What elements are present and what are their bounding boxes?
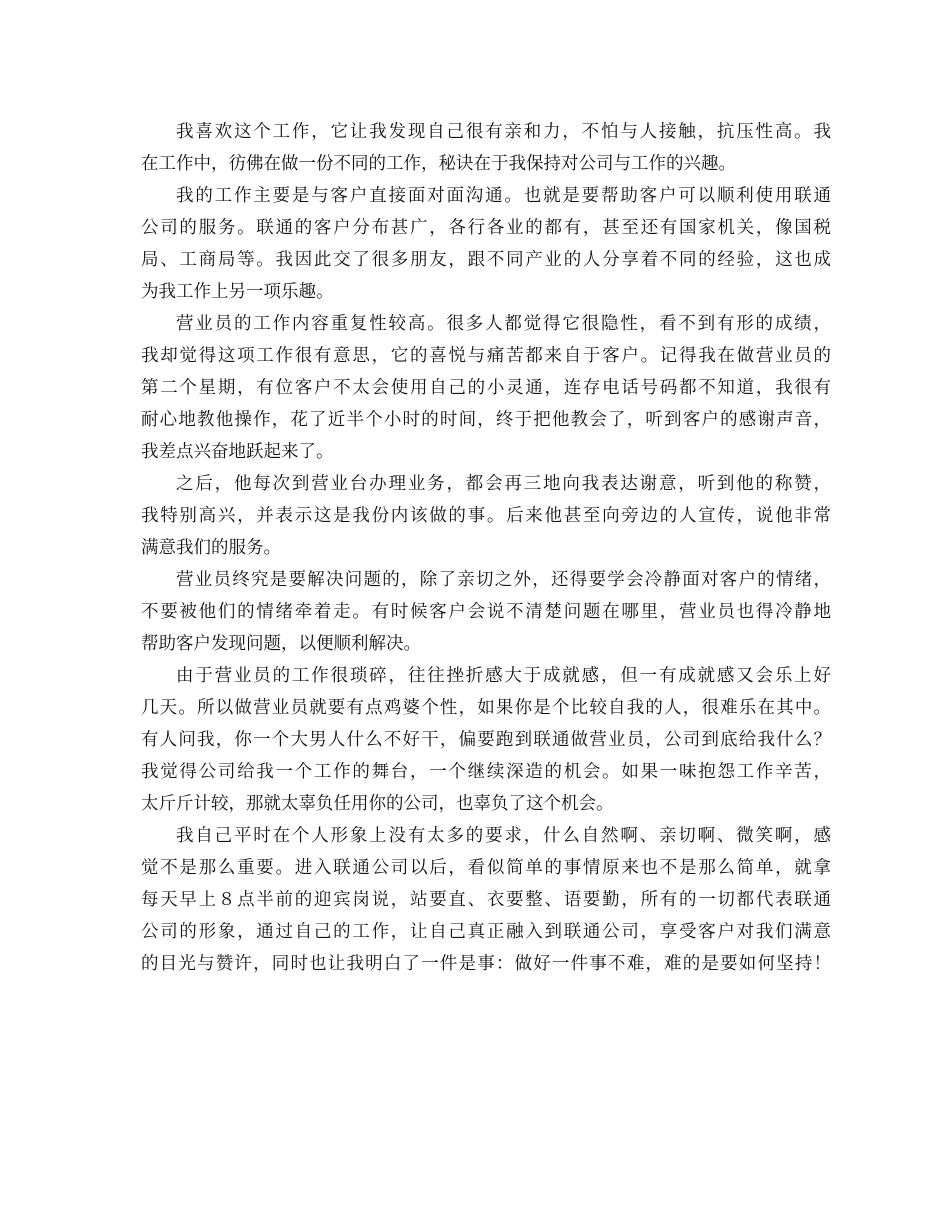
paragraph-3-line-4: 耐心地教他操作，花了近半个小时的时间，终于把他教会了，听到客户的感谢声音，: [141, 410, 831, 430]
paragraph-1-line-1: 我喜欢这个工作，它让我发现自己很有亲和力，不怕与人接触，抗压性高。我: [176, 122, 831, 142]
paragraph-6-line-1: 由于营业员的工作很琐碎，往往挫折感大于成就感，但一有成就感又会乐上好: [176, 666, 831, 686]
paragraph-6-line-5: 太斤斤计较，那就太辜负任用你的公司，也辜负了这个机会。: [141, 794, 614, 814]
paragraph-6-line-4: 我觉得公司给我一个工作的舞台，一个继续深造的机会。如果一味抱怨工作辛苦，: [141, 762, 831, 782]
paragraph-6-line-2: 几天。所以做营业员就要有点鸡婆个性，如果你是个比较自我的人，很难乐在其中。: [141, 698, 831, 718]
paragraph-3-line-2: 我却觉得这项工作很有意思，它的喜悦与痛苦都来自于客户。记得我在做营业员的: [141, 346, 831, 366]
paragraph-2-line-1: 我的工作主要是与客户直接面对面沟通。也就是要帮助客户可以顺利使用联通: [176, 186, 831, 206]
paragraph-5-line-2: 不要被他们的情绪牵着走。有时候客户会说不清楚问题在哪里，营业员也得冷静地: [141, 602, 831, 622]
paragraph-3-line-3: 第二个星期，有位客户不太会使用自己的小灵通，连存电话号码都不知道，我很有: [141, 378, 831, 398]
paragraph-5-line-3: 帮助客户发现问题，以便顺利解决。: [141, 634, 421, 654]
paragraph-4-line-3: 满意我们的服务。: [141, 538, 281, 558]
paragraph-7-line-1: 我自己平时在个人形象上没有太多的要求，什么自然啊、亲切啊、微笑啊，感: [176, 826, 831, 846]
paragraph-7-line-2: 觉不是那么重要。进入联通公司以后，看似简单的事情原来也不是那么简单，就拿: [141, 858, 831, 878]
paragraph-7-line-4: 公司的形象，通过自己的工作，让自己真正融入到联通公司，享受客户对我们满意: [141, 922, 831, 942]
paragraph-2-line-3: 局、工商局等。我因此交了很多朋友，跟不同产业的人分享着不同的经验，这也成: [141, 250, 831, 270]
paragraph-7-line-3: 每天早上８点半前的迎宾岗说，站要直、衣要整、语要勤，所有的一切都代表联通: [141, 890, 831, 910]
paragraph-2-line-2: 公司的服务。联通的客户分布甚广，各行各业的都有，甚至还有国家机关，像国税: [141, 218, 831, 238]
paragraph-7-line-5: 的目光与赞许，同时也让我明白了一件是事：做好一件事不难，难的是要如何坚持！: [141, 954, 831, 974]
paragraph-6-line-3: 有人问我，你一个大男人什么不好干，偏要跑到联通做营业员，公司到底给我什么？: [141, 730, 831, 750]
paragraph-4-line-2: 我特别高兴，并表示这是我份内该做的事。后来他甚至向旁边的人宣传，说他非常: [141, 506, 831, 526]
paragraph-3-line-5: 我差点兴奋地跃起来了。: [141, 442, 334, 462]
paragraph-1-line-2: 在工作中，彷佛在做一份不同的工作，秘诀在于我保持对公司与工作的兴趣。: [141, 154, 736, 174]
paragraph-5-line-1: 营业员终究是要解决问题的，除了亲切之外，还得要学会冷静面对客户的情绪，: [176, 570, 831, 590]
paragraph-4-line-1: 之后，他每次到营业台办理业务，都会再三地向我表达谢意，听到他的称赞，: [176, 474, 831, 494]
paragraph-2-line-4: 为我工作上另一项乐趣。: [141, 282, 334, 302]
paragraph-3-line-1: 营业员的工作内容重复性较高。很多人都觉得它很隐性，看不到有形的成绩，: [176, 314, 831, 334]
